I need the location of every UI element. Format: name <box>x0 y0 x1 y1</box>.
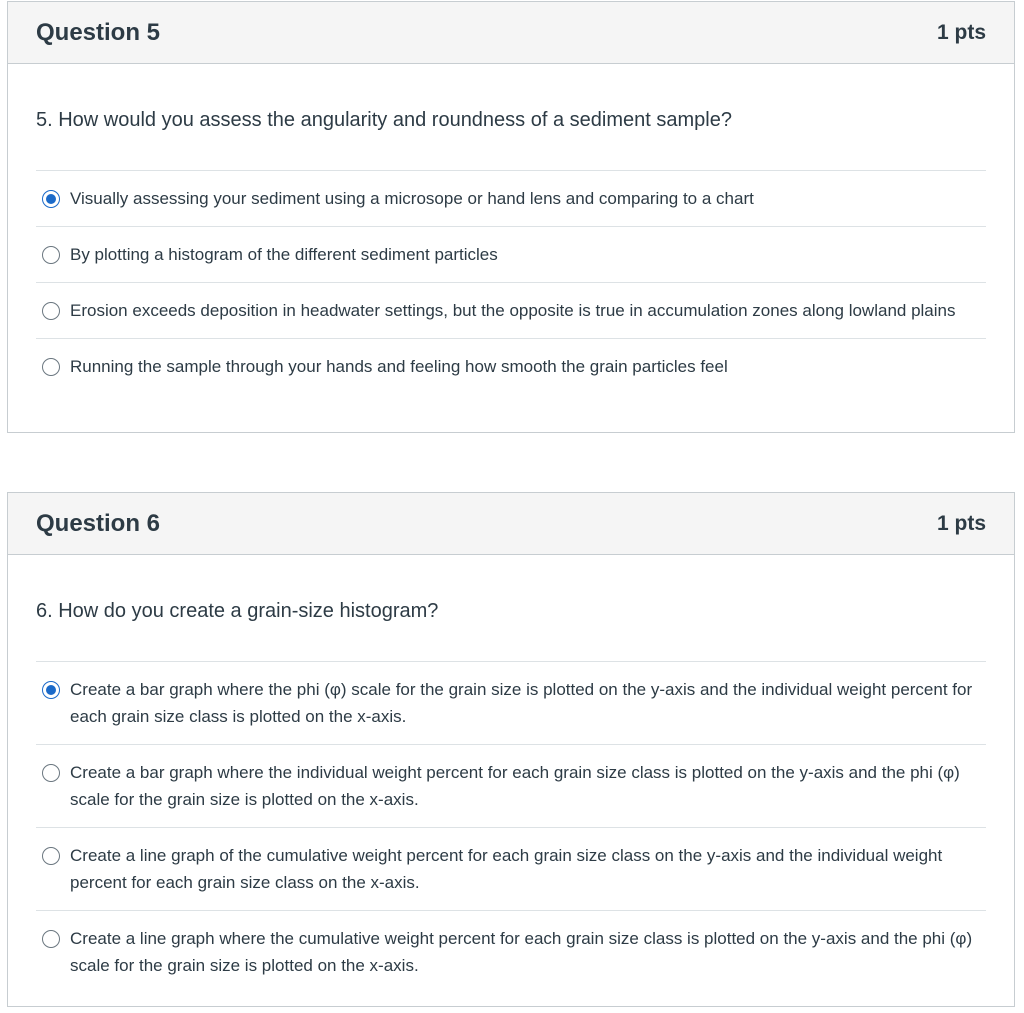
radio-button[interactable] <box>42 358 60 376</box>
answer-list <box>36 171 986 394</box>
answer-label: Create a line graph where the cumulative weight percent for each grain size class is plotted on the y-axis and the phi (φ) scale for the grain size is plotted on the x-axis. <box>70 929 973 975</box>
answer-label: Create a line graph of the cumulative weight percent for each grain size class on the y-axis and the individual weight percent for each grain size class on the x-axis. <box>70 846 943 892</box>
question-title: Question 5 <box>36 18 161 46</box>
radio-button[interactable] <box>42 847 60 865</box>
answer-label: Erosion exceeds deposition in headwater settings, but the opposite is true in accumulation zones along lowland plains <box>70 301 956 320</box>
answer-option-2[interactable] <box>36 745 986 828</box>
answer-option-1[interactable] <box>36 171 986 227</box>
answer-option-4[interactable] <box>36 911 986 993</box>
answer-option-2[interactable] <box>36 227 986 283</box>
radio-button[interactable] <box>42 764 60 782</box>
answer-label: Create a bar graph where the phi (φ) scale for the grain size is plotted on the y-axis and the individual weight percent for each grain size class is plotted on the x-axis. <box>70 680 973 726</box>
answer-label: By plotting a histogram of the different sediment particles <box>70 245 498 264</box>
question-points: 1 pts <box>936 511 986 535</box>
question-6-card <box>7 492 1015 1007</box>
question-title: Question 6 <box>36 509 161 537</box>
radio-button-selected[interactable] <box>42 190 60 208</box>
answer-label: Create a bar graph where the individual weight percent for each grain size class is plotted on the y-axis and the phi (φ) scale for the grain size is plotted on the x-axis. <box>70 763 960 809</box>
answer-option-1[interactable] <box>36 662 986 745</box>
question-text: 5. How would you assess the angularity and roundness of a sediment sample? <box>36 64 986 171</box>
answer-list <box>36 662 986 993</box>
answer-label: Running the sample through your hands and feeling how smooth the grain particles feel <box>70 357 728 376</box>
question-text: 6. How do you create a grain-size histogram? <box>36 555 986 662</box>
question-header <box>8 2 1014 64</box>
radio-button-selected[interactable] <box>42 681 60 699</box>
question-body <box>8 555 1014 993</box>
question-points: 1 pts <box>936 20 986 44</box>
answer-label: Visually assessing your sediment using a microsope or hand lens and comparing to a chart <box>70 189 754 208</box>
answer-option-3[interactable] <box>36 283 986 339</box>
question-header <box>8 493 1014 555</box>
answer-option-4[interactable] <box>36 339 986 394</box>
radio-button[interactable] <box>42 302 60 320</box>
question-body <box>8 64 1014 394</box>
radio-button[interactable] <box>42 930 60 948</box>
radio-button[interactable] <box>42 246 60 264</box>
answer-option-3[interactable] <box>36 828 986 911</box>
question-5-card <box>7 1 1015 433</box>
